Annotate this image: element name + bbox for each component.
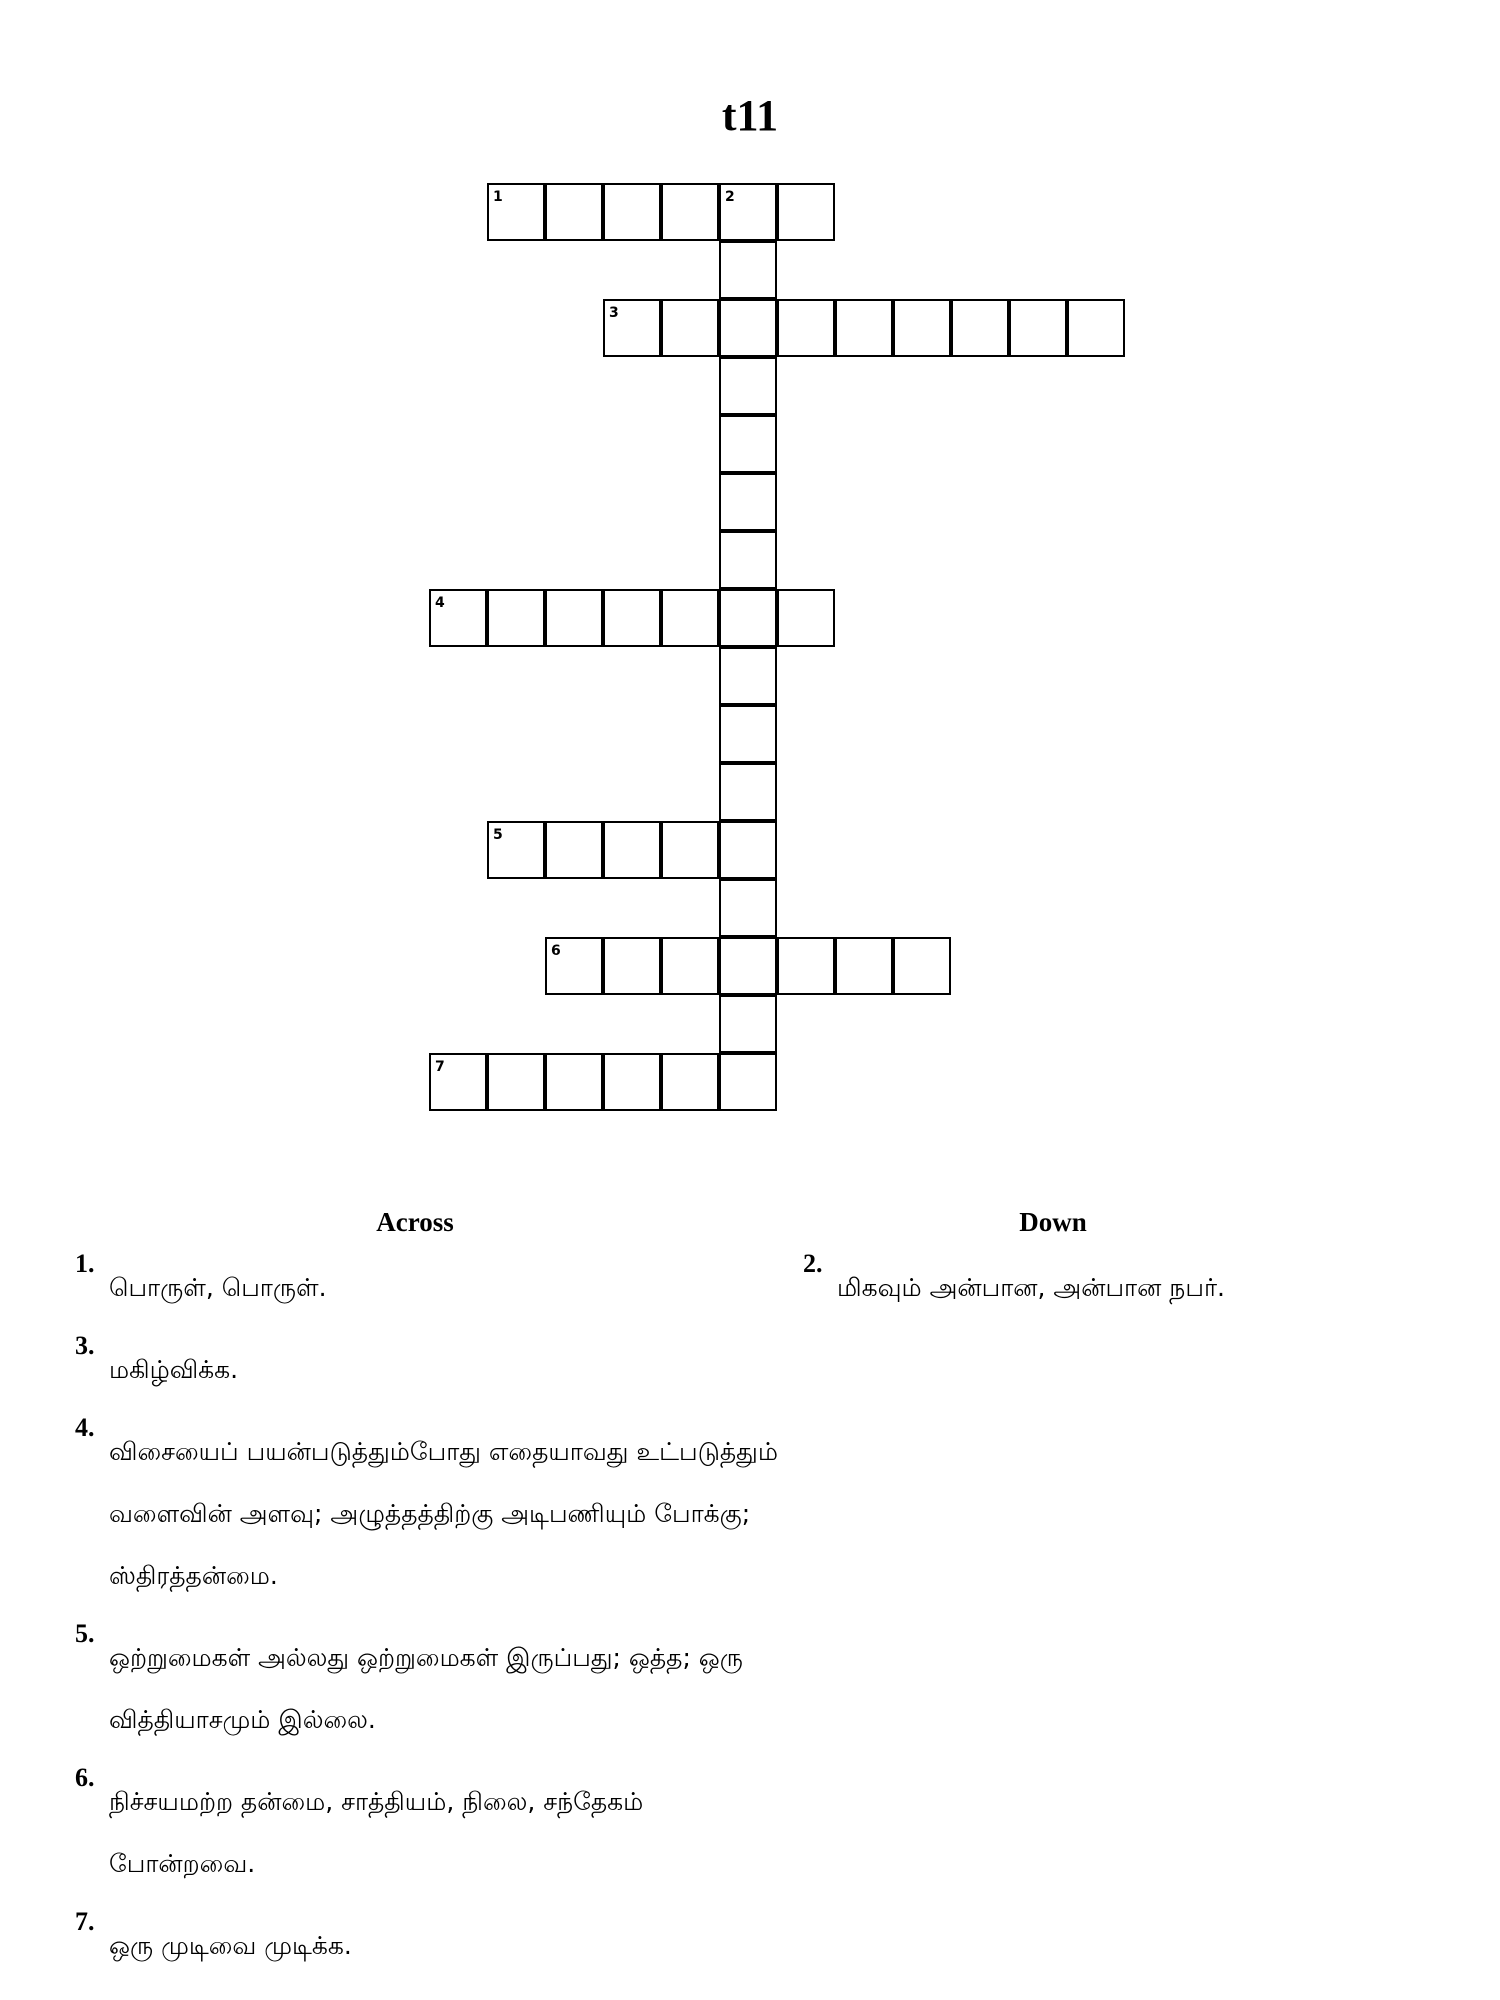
clue-number: 1. <box>75 1249 95 1278</box>
crossword-cell <box>603 1053 661 1111</box>
cell-number: 4 <box>435 595 445 611</box>
crossword-cell <box>835 299 893 357</box>
clue-text: விசையைப் பயன்படுத்தும்போது எதையாவது உட்படுத்தும் வளைவின் அளவு; அழுத்தத்திற்கு அடிபணியும் போக்கு; ஸ்திரத்தன்மை. <box>109 1437 778 1590</box>
clue-text: பொருள், பொருள். <box>109 1273 327 1302</box>
crossword-cell <box>661 183 719 241</box>
cell-number: 7 <box>435 1059 445 1075</box>
crossword-cell <box>545 1053 603 1111</box>
crossword-cell <box>719 937 777 995</box>
clue-text: மிகவும் அன்பான, அன்பான நபர். <box>837 1273 1225 1302</box>
crossword-cell <box>777 183 835 241</box>
page-title: t11 <box>721 91 779 140</box>
crossword-cell <box>719 705 777 763</box>
crossword-cell <box>719 241 777 299</box>
clue-across-3 <box>75 1331 775 1401</box>
cell-number: 3 <box>609 305 619 321</box>
cell-number: 2 <box>725 189 735 205</box>
clue-number: 7. <box>75 1907 95 1936</box>
crossword-cell <box>777 937 835 995</box>
crossword-cell <box>1067 299 1125 357</box>
crossword-cell <box>893 937 951 995</box>
crossword-cell <box>487 589 545 647</box>
crossword-cell <box>545 589 603 647</box>
crossword-cell <box>719 415 777 473</box>
crossword-cell <box>719 647 777 705</box>
across-clues <box>75 1205 778 1997</box>
crossword-cell <box>835 937 893 995</box>
crossword-cell <box>603 183 661 241</box>
crossword-cell <box>487 821 545 879</box>
crossword-cell <box>487 1053 545 1111</box>
crossword-cell <box>951 299 1009 357</box>
crossword-cell <box>661 299 719 357</box>
clue-number: 4. <box>75 1413 95 1442</box>
crossword-cell <box>719 357 777 415</box>
clue-across-5 <box>75 1619 775 1751</box>
crossword-cell <box>719 763 777 821</box>
crossword-cell <box>661 937 719 995</box>
crossword-cell <box>719 879 777 937</box>
crossword-cell <box>603 937 661 995</box>
crossword-cell <box>719 473 777 531</box>
crossword-cell <box>603 821 661 879</box>
crossword-cell <box>719 183 777 241</box>
clue-number: 5. <box>75 1619 95 1648</box>
crossword-cell <box>429 589 487 647</box>
clue-across-4 <box>75 1413 778 1607</box>
crossword-cell <box>603 589 661 647</box>
clue-text: மகிழ்விக்க. <box>109 1355 239 1384</box>
clue-number: 6. <box>75 1763 95 1792</box>
cell-number: 5 <box>493 827 503 843</box>
crossword-cell <box>719 531 777 589</box>
crossword-cell <box>487 183 545 241</box>
crossword-cell <box>893 299 951 357</box>
cell-number: 6 <box>551 943 561 959</box>
crossword-cell <box>429 1053 487 1111</box>
clue-across-1 <box>75 1249 775 1319</box>
crossword-cell <box>603 299 661 357</box>
clue-down-2 <box>803 1249 1453 1319</box>
down-clues <box>803 1205 1453 1339</box>
crossword-cell <box>777 299 835 357</box>
clue-text: ஒற்றுமைகள் அல்லது ஒற்றுமைகள் இருப்பது; ஒத்த; ஒரு வித்தியாசமும் இல்லை. <box>109 1643 743 1734</box>
crossword-cell <box>661 821 719 879</box>
crossword-cell <box>661 589 719 647</box>
clue-text: ஒரு முடிவை முடிக்க. <box>109 1931 352 1960</box>
clue-number: 3. <box>75 1331 95 1360</box>
crossword-cell <box>545 937 603 995</box>
down-heading: Down <box>1019 1207 1087 1237</box>
crossword-cell <box>719 299 777 357</box>
cell-number: 1 <box>493 189 503 205</box>
crossword-cell <box>777 589 835 647</box>
crossword-cell <box>719 1053 777 1111</box>
crossword-cell <box>719 589 777 647</box>
crossword-cell <box>661 1053 719 1111</box>
crossword-cell <box>719 821 777 879</box>
crossword-cell <box>545 821 603 879</box>
across-heading: Across <box>376 1207 454 1237</box>
crossword-cell <box>719 995 777 1053</box>
crossword-cell <box>1009 299 1067 357</box>
clue-across-6 <box>75 1763 775 1895</box>
clue-text: நிச்சயமற்ற தன்மை, சாத்தியம், நிலை, சந்தேகம் போன்றவை. <box>109 1787 644 1878</box>
clue-across-7 <box>75 1907 775 1977</box>
crossword-cell <box>545 183 603 241</box>
clue-number: 2. <box>803 1249 823 1278</box>
